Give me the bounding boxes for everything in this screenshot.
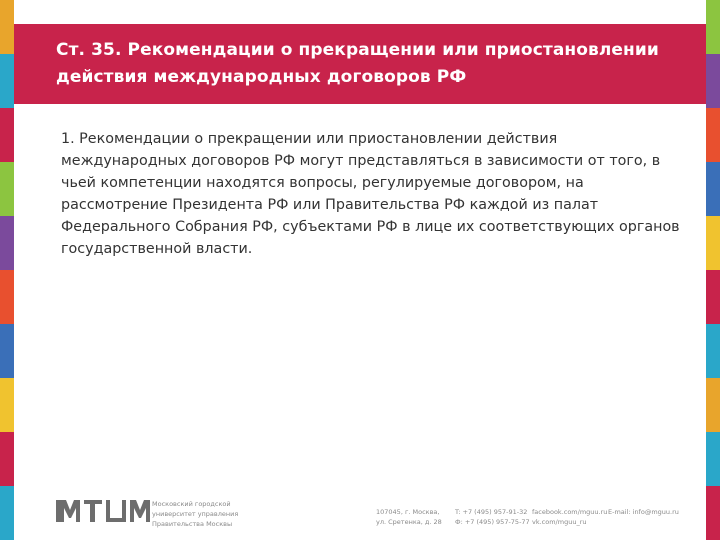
edge-stripe — [706, 378, 720, 432]
edge-stripe — [0, 162, 14, 216]
edge-stripe — [0, 324, 14, 378]
mguu-logo — [56, 498, 152, 524]
social-link[interactable]: vk.com/mguu_ru — [532, 518, 587, 526]
edge-stripe — [706, 108, 720, 162]
org-line: Московский городской — [152, 500, 231, 508]
edge-stripe — [0, 270, 14, 324]
edge-stripe — [0, 108, 14, 162]
edge-stripe — [706, 0, 720, 54]
slide-content — [61, 128, 681, 260]
edge-stripe — [706, 432, 720, 486]
org-name — [152, 499, 262, 529]
right-color-stripes — [706, 0, 720, 540]
edge-stripe — [0, 432, 14, 486]
footer-social — [532, 507, 607, 527]
edge-stripe — [0, 216, 14, 270]
edge-stripe — [706, 54, 720, 108]
edge-stripe — [0, 486, 14, 540]
edge-stripe — [706, 324, 720, 378]
footer-email — [608, 507, 679, 517]
slide-title: Ст. 35. Рекомендации о прекращении или приостановлении действия международных договоров РФ — [56, 40, 659, 87]
body-paragraph: 1. Рекомендации о прекращении или приостановлении действия международных договоров РФ могут представляться в зависимости от того, в чьей компетенции находятся вопросы, регулируемые договором, на рассмотрение Президента РФ или Правительства РФ каждой из палат Федерального Собрания РФ, субъектами РФ в лице их соответствующих органов государственной власти. — [61, 131, 680, 257]
address-line: ул. Сретенка, д. 28 — [376, 518, 442, 526]
footer-address — [376, 507, 442, 527]
footer-phones — [455, 507, 530, 527]
edge-stripe — [0, 378, 14, 432]
edge-stripe — [706, 270, 720, 324]
address-line: 107045, г. Москва, — [376, 508, 440, 516]
left-color-stripes — [0, 0, 14, 540]
phone-line: T: +7 (495) 957-91-32 — [455, 508, 528, 516]
footer — [14, 490, 706, 540]
org-line: университет управления — [152, 510, 239, 518]
edge-stripe — [706, 216, 720, 270]
edge-stripe — [0, 0, 14, 54]
social-link[interactable]: facebook.com/mguu.ru — [532, 508, 608, 516]
org-line: Правительства Москвы — [152, 520, 233, 528]
edge-stripe — [706, 486, 720, 540]
email-link[interactable]: E-mail: info@mguu.ru — [608, 508, 679, 516]
title-bar — [14, 24, 706, 104]
edge-stripe — [706, 162, 720, 216]
edge-stripe — [0, 54, 14, 108]
phone-line: Ф: +7 (495) 957-75-77 — [455, 518, 530, 526]
